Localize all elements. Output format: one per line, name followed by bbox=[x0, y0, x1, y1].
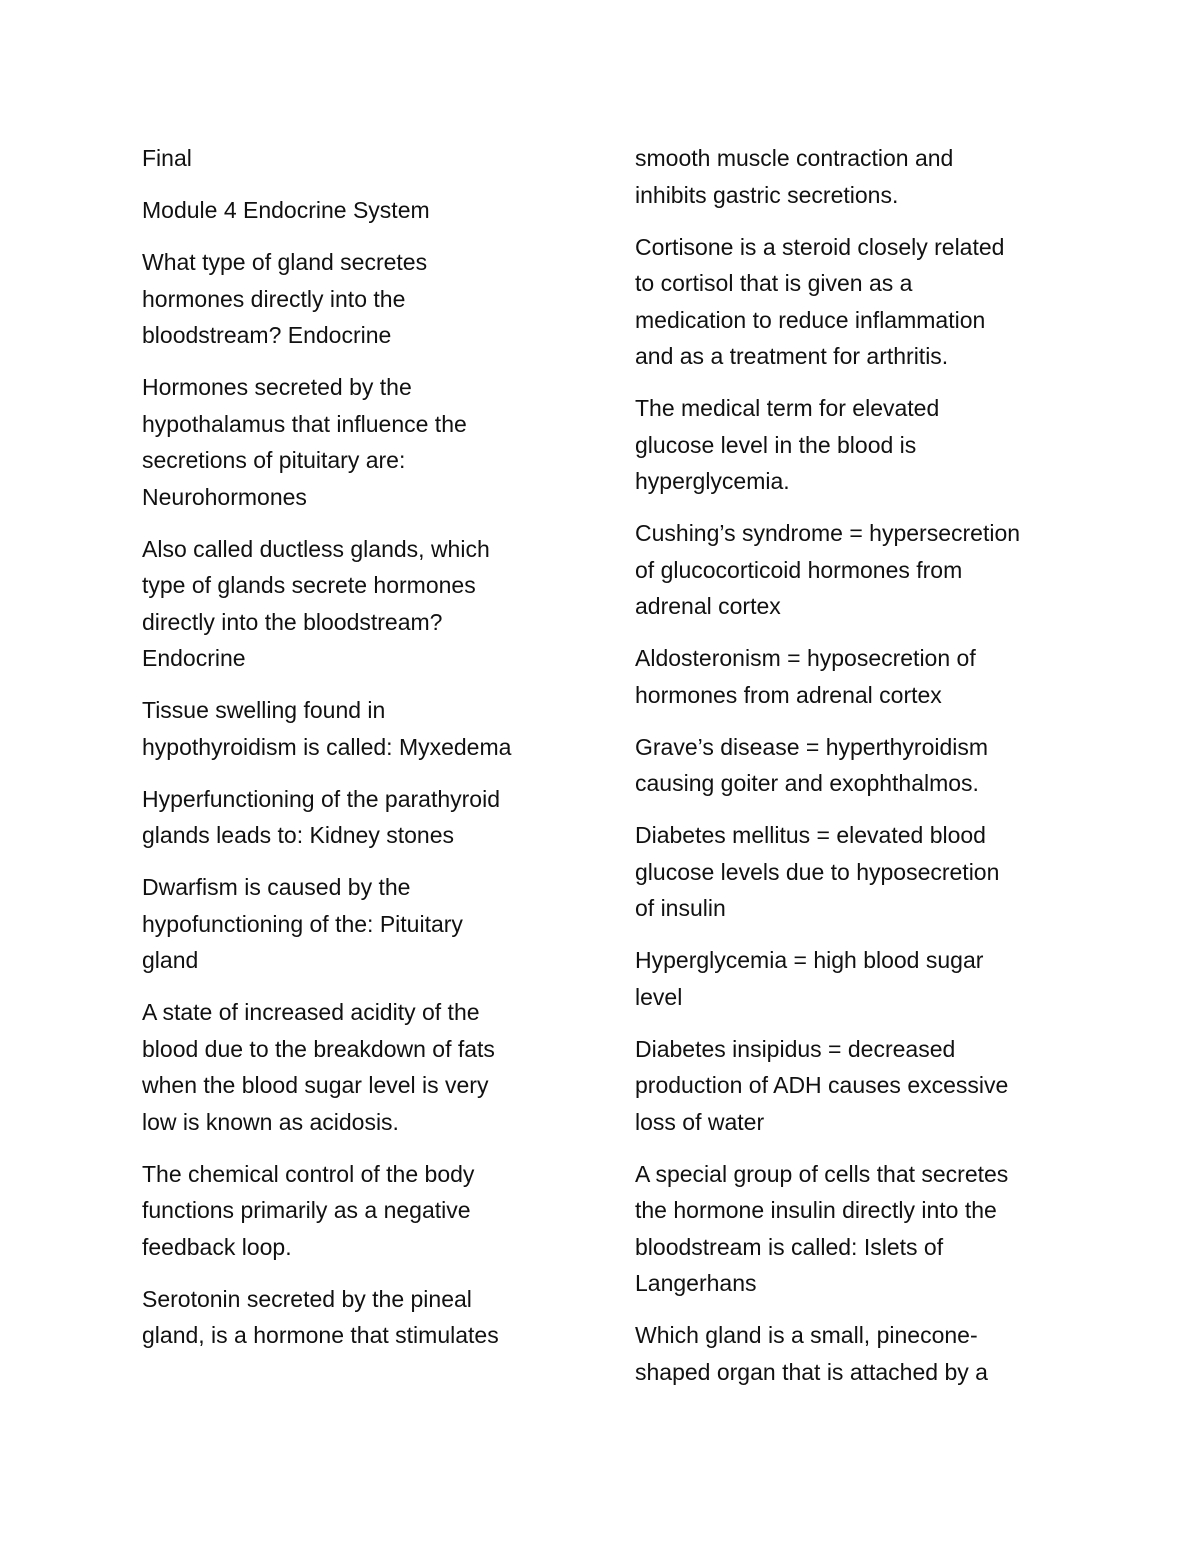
text-line: inhibits gastric secretions. bbox=[635, 181, 899, 208]
text-line: Which gland is a small, pinecone- bbox=[635, 1322, 978, 1348]
paragraph bbox=[635, 390, 1065, 500]
paragraph bbox=[142, 140, 582, 177]
text-line: when the blood sugar level is very bbox=[142, 1072, 489, 1098]
text-line: the hormone insulin directly into the bbox=[635, 1197, 997, 1223]
paragraph bbox=[635, 640, 1065, 713]
text-line: Grave’s disease = hyperthyroidism bbox=[635, 733, 989, 760]
text-line: of glucocorticoid hormones from bbox=[635, 556, 963, 583]
text-line: hormones directly into the bbox=[142, 285, 406, 312]
text-line: medication to reduce inflammation bbox=[635, 306, 986, 333]
text-line: hypothalamus that influence the bbox=[142, 410, 467, 437]
text-line: The medical term for elevated bbox=[635, 395, 940, 421]
text-line: bloodstream? Endocrine bbox=[142, 322, 392, 348]
text-line: to cortisol that is given as a bbox=[635, 270, 913, 296]
paragraph bbox=[635, 942, 1065, 1015]
text-line: production of ADH causes excessive bbox=[635, 1072, 1009, 1098]
text-line: functions primarily as a negative bbox=[142, 1197, 471, 1223]
paragraph bbox=[142, 531, 582, 677]
text-line: secretions of pituitary are: bbox=[142, 447, 406, 473]
text-line: Cortisone is a steroid closely related bbox=[635, 233, 1005, 260]
paragraph bbox=[142, 1156, 582, 1266]
text-line: hyperglycemia. bbox=[635, 468, 790, 494]
text-line: and as a treatment for arthritis. bbox=[635, 343, 949, 369]
text-line: Module 4 Endocrine System bbox=[142, 197, 430, 223]
text-line: What type of gland secretes bbox=[142, 249, 428, 275]
text-line: gland, is a hormone that stimulates bbox=[142, 1322, 499, 1348]
text-line: causing goiter and exophthalmos. bbox=[635, 770, 979, 796]
text-line: smooth muscle contraction and bbox=[635, 145, 954, 171]
text-line: glands leads to: Kidney stones bbox=[142, 822, 454, 848]
right-column bbox=[635, 140, 1065, 1406]
paragraph bbox=[635, 1156, 1065, 1302]
text-line: hormones from adrenal cortex bbox=[635, 681, 942, 708]
text-line: The chemical control of the body bbox=[142, 1160, 475, 1187]
text-line: blood due to the breakdown of fats bbox=[142, 1035, 495, 1062]
text-line: Langerhans bbox=[635, 1270, 757, 1296]
left-column bbox=[142, 140, 582, 1369]
text-line: hypofunctioning of the: Pituitary bbox=[142, 910, 463, 937]
text-line: Also called ductless glands, which bbox=[142, 535, 490, 562]
paragraph bbox=[635, 229, 1065, 375]
paragraph bbox=[142, 692, 582, 765]
text-line: Hyperfunctioning of the parathyroid bbox=[142, 785, 500, 812]
text-line: type of glands secrete hormones bbox=[142, 572, 476, 598]
text-line: Tissue swelling found in bbox=[142, 697, 386, 723]
paragraph bbox=[142, 869, 582, 979]
text-line: level bbox=[635, 983, 683, 1010]
paragraph bbox=[142, 369, 582, 515]
paragraph bbox=[635, 515, 1065, 625]
text-line: feedback loop. bbox=[142, 1233, 292, 1260]
paragraph bbox=[142, 192, 582, 229]
text-line: Aldosteronism = hyposecretion of bbox=[635, 645, 976, 671]
paragraph bbox=[635, 817, 1065, 927]
text-line: glucose level in the blood is bbox=[635, 431, 917, 458]
text-line: loss of water bbox=[635, 1108, 765, 1135]
text-line: bloodstream is called: Islets of bbox=[635, 1233, 944, 1260]
paragraph bbox=[635, 140, 1065, 213]
paragraph bbox=[142, 994, 582, 1140]
text-line: hypothyroidism is called: Myxedema bbox=[142, 733, 512, 760]
paragraph bbox=[635, 1317, 1065, 1390]
text-line: low is known as acidosis. bbox=[142, 1108, 399, 1135]
text-line: shaped organ that is attached by a bbox=[635, 1358, 988, 1385]
text-line: Diabetes insipidus = decreased bbox=[635, 1035, 956, 1062]
text-line: Serotonin secreted by the pineal bbox=[142, 1285, 472, 1312]
text-line: adrenal cortex bbox=[635, 593, 781, 619]
text-line: Final bbox=[142, 145, 192, 171]
text-line: glucose levels due to hyposecretion bbox=[635, 858, 1000, 885]
text-line: A special group of cells that secretes bbox=[635, 1160, 1009, 1187]
text-line: Hormones secreted by the bbox=[142, 374, 412, 400]
paragraph bbox=[142, 244, 582, 354]
paragraph bbox=[635, 1031, 1065, 1141]
paragraph bbox=[142, 1281, 582, 1354]
text-line: A state of increased acidity of the bbox=[142, 999, 480, 1025]
text-line: Diabetes mellitus = elevated blood bbox=[635, 822, 986, 848]
text-line: Neurohormones bbox=[142, 483, 307, 510]
text-line: Dwarfism is caused by the bbox=[142, 874, 411, 900]
text-line: of insulin bbox=[635, 895, 726, 921]
text-line: directly into the bloodstream? bbox=[142, 608, 443, 635]
text-line: Cushing’s syndrome = hypersecretion bbox=[635, 520, 1021, 546]
text-line: Endocrine bbox=[142, 645, 246, 671]
text-line: Hyperglycemia = high blood sugar bbox=[635, 947, 984, 973]
text-line: gland bbox=[142, 947, 199, 973]
paragraph bbox=[142, 781, 582, 854]
paragraph bbox=[635, 729, 1065, 802]
